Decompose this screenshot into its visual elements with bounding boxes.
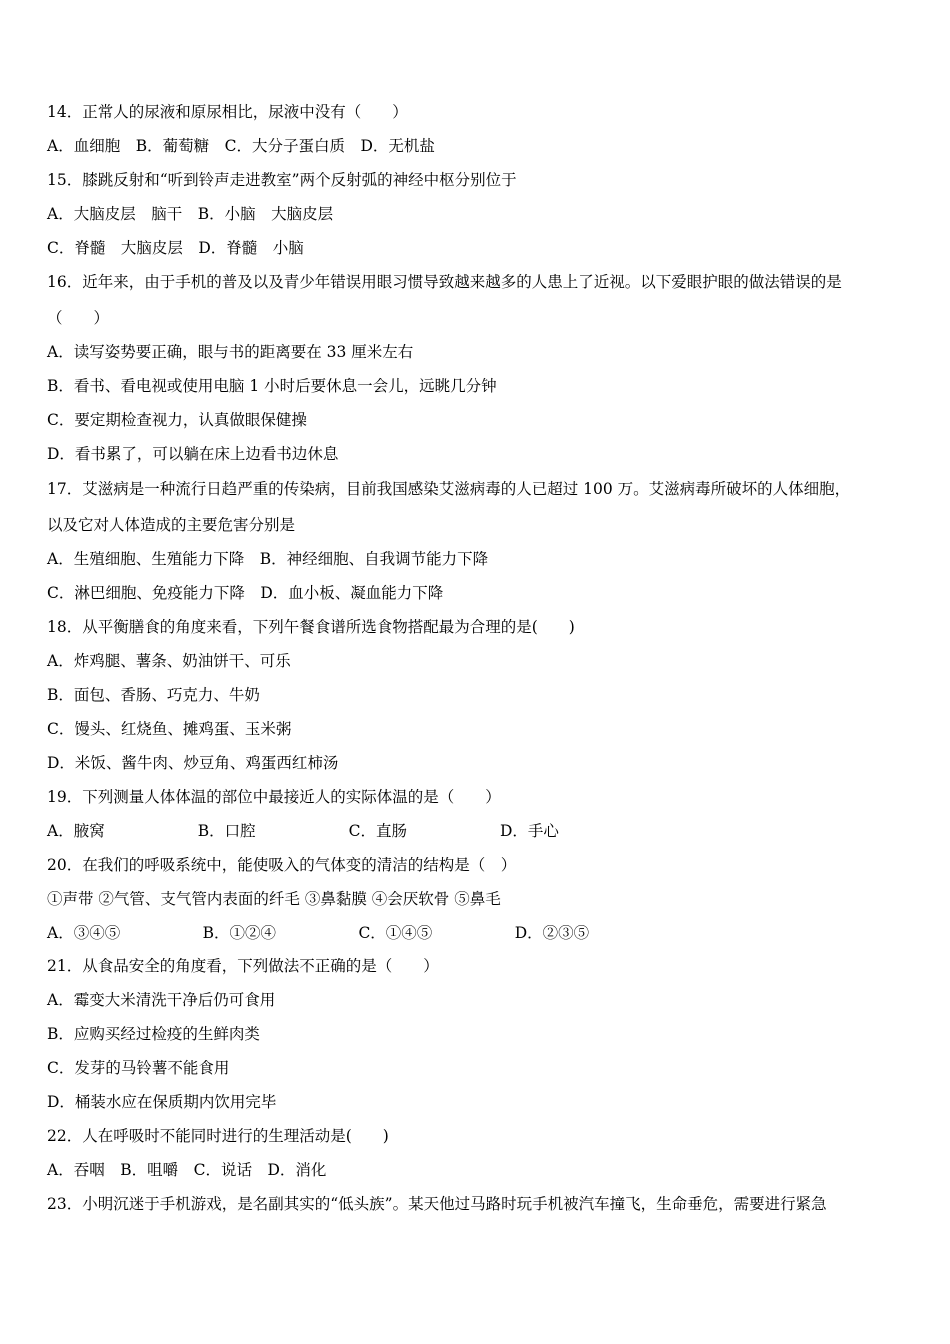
q17-options-ab: A．生殖细胞、生殖能力下降 B．神经细胞、自我调节能力下降	[47, 550, 489, 568]
q15-options-cd: C．脊髓 大脑皮层 D．脊髓 小脑	[47, 239, 304, 257]
q14-stem: 14．正常人的尿液和原尿相比，尿液中没有（ ）	[47, 103, 408, 121]
q16-stem-cont: （ ）	[47, 309, 110, 327]
q17-stem: 17．艾滋病是一种流行日趋严重的传染病，目前我国感染艾滋病毒的人已超过 100 万。艾滋病毒所破坏的人体细胞，	[47, 480, 851, 498]
q21-option-d: D．桶装水应在保质期内饮用完毕	[47, 1093, 277, 1111]
q18-option-d: D．米饭、酱牛肉、炒豆角、鸡蛋西红柿汤	[47, 754, 339, 772]
q20-stem: 20．在我们的呼吸系统中，能使吸入的气体变的清洁的结构是（ ）	[47, 856, 517, 874]
q16-stem: 16．近年来，由于手机的普及以及青少年错误用眼习惯导致越来越多的人患上了近视。以下爱眼护眼的做法错误的是	[47, 273, 842, 291]
q20-items: ①声带 ②气管、支气管内表面的纤毛 ③鼻黏膜 ④会厌软骨 ⑤鼻毛	[47, 890, 501, 908]
q15-options-ab: A．大脑皮层 脑干 B．小脑 大脑皮层	[47, 205, 334, 223]
q20-options: A．③④⑤ B．①②④ C．①④⑤ D．②③⑤	[47, 924, 590, 942]
q16-option-d: D．看书累了，可以躺在床上边看书边休息	[47, 445, 339, 463]
q21-stem: 21．从食品安全的角度看，下列做法不正确的是（ ）	[47, 957, 439, 975]
q18-option-c: C．馒头、红烧鱼、摊鸡蛋、玉米粥	[47, 720, 292, 738]
q16-option-c: C．要定期检查视力，认真做眼保健操	[47, 411, 307, 429]
q19-options: A．腋窝 B．口腔 C．直肠 D．手心	[47, 822, 559, 840]
q21-option-c: C．发芽的马铃薯不能食用	[47, 1059, 230, 1077]
q14-options: A．血细胞 B．葡萄糖 C．大分子蛋白质 D．无机盐	[47, 137, 435, 155]
q18-stem: 18．从平衡膳食的角度来看，下列午餐食谱所选食物搭配最为合理的是( )	[47, 618, 575, 636]
q16-option-b: B．看书、看电视或使用电脑 1 小时后要休息一会儿，远眺几分钟	[47, 377, 497, 395]
q15-stem: 15．膝跳反射和“听到铃声走进教室”两个反射弧的神经中枢分别位于	[47, 171, 517, 189]
q23-stem: 23．小明沉迷于手机游戏，是名副其实的“低头族”。某天他过马路时玩手机被汽车撞飞，生命垂危，需要进行紧急	[47, 1195, 827, 1213]
q19-stem: 19．下列测量人体体温的部位中最接近人的实际体温的是（ ）	[47, 788, 501, 806]
q21-option-a: A．霉变大米清洗干净后仍可食用	[47, 991, 276, 1009]
q17-stem-cont: 以及它对人体造成的主要危害分别是	[47, 516, 296, 534]
q18-option-b: B．面包、香肠、巧克力、牛奶	[47, 686, 260, 704]
q18-option-a: A．炸鸡腿、薯条、奶油饼干、可乐	[47, 652, 291, 670]
q16-option-a: A．读写姿势要正确，眼与书的距离要在 33 厘米左右	[47, 343, 414, 361]
q22-stem: 22．人在呼吸时不能同时进行的生理活动是( )	[47, 1127, 389, 1145]
q22-options: A．吞咽 B．咀嚼 C．说话 D．消化	[47, 1161, 327, 1179]
q17-options-cd: C．淋巴细胞、免疫能力下降 D．血小板、凝血能力下降	[47, 584, 444, 602]
q21-option-b: B．应购买经过检疫的生鲜肉类	[47, 1025, 260, 1043]
